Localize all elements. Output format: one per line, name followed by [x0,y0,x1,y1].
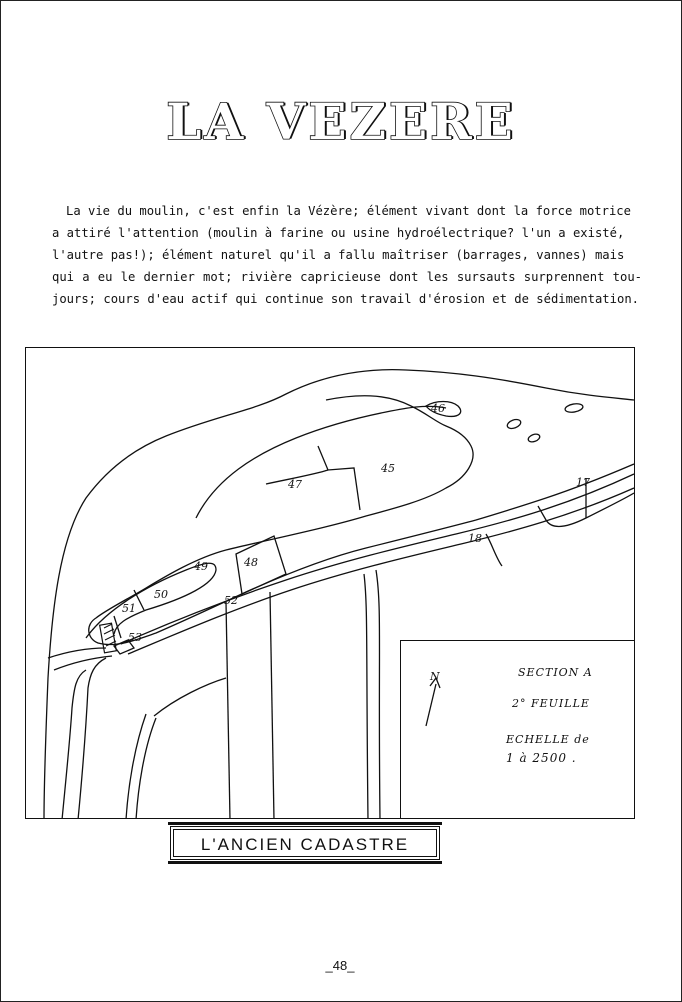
road-upper-edge [121,474,634,644]
parcel-boundary [364,574,368,819]
parcel-boundary [226,602,230,819]
parcel-number: 17 [576,476,590,489]
intro-paragraph [52,200,642,310]
parcel-number: 47 [288,478,302,491]
parcel-boundary [376,570,380,819]
parcel-boundary [136,718,156,819]
intro-line: l'autre pas!); élément naturel qu'il a fallu maîtriser (barrages, vannes) mais [52,248,625,262]
parcel-boundary [318,446,360,510]
islet-3 [564,402,583,413]
north-label: N [430,670,440,683]
parcel-number: 51 [122,602,136,615]
map-caption-text: L'ANCIEN CADASTRE [200,835,410,854]
parcel-number: 49 [194,560,208,573]
parcel-boundary [154,678,226,716]
parcel-boundary [486,534,502,566]
parcel-boundary [114,616,121,638]
map-legend [400,640,634,818]
road-south [78,658,106,819]
river-inner-bank [196,406,446,518]
parcel-number: 50 [154,588,168,601]
parcel-boundary [270,592,274,819]
meander-bank [89,396,634,645]
parcel-number: 48 [244,556,258,569]
map-caption [170,826,440,860]
intro-line: a attiré l'attention (moulin à farine ou usine hydroélectrique? l'un a existé, [52,226,625,240]
legend-sheet: 2° FEUILLE [512,697,590,710]
parcel-boundary [62,670,86,819]
page-title: LA VEZERE [166,92,516,151]
road-south-left [48,648,112,670]
mill-hatching [104,624,116,646]
parcel-number: 46 [431,402,445,415]
legend-section: SECTION A [518,666,593,679]
intro-line: jours; cours d'eau actif qui continue son travail d'érosion et de sédimentation. [52,292,639,306]
islet-1 [506,418,522,430]
intro-line: qui a eu le dernier mot; rivière capricieuse dont les sursauts surprennent tou- [52,270,642,284]
page-number: _48_ [325,958,355,973]
legend-scale-line2: 1 à 2500 . [506,751,577,765]
legend-scale-line1: ECHELLE de [506,733,590,746]
parcel-number: 45 [381,462,395,475]
intro-line: La vie du moulin, c'est enfin la Vézère; élément vivant dont la force motrice [66,204,631,218]
parcel-number: 52 [224,594,238,607]
parcel-number: 18 [468,532,482,545]
parcel-number: 53 [128,631,142,644]
islet-2 [527,433,541,444]
